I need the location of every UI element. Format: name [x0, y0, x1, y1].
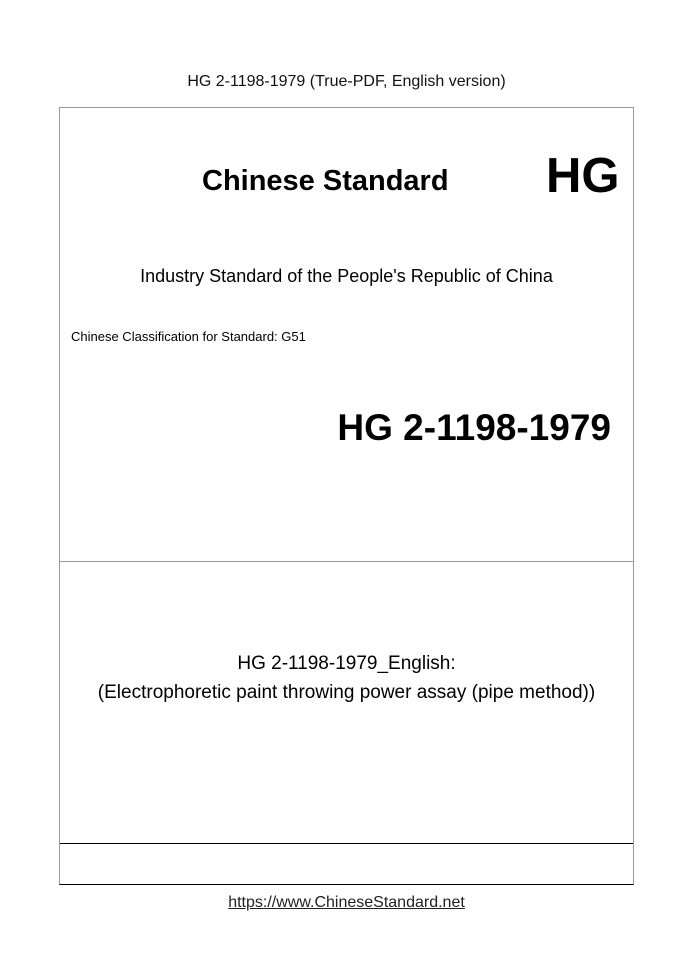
section-divider: [60, 561, 633, 562]
industry-standard-line: Industry Standard of the People's Republic of China: [140, 266, 553, 286]
document-description: (Electrophoretic paint throwing power assay (pipe method)): [97, 682, 596, 703]
document-name: HG 2-1198-1979_English:: [237, 653, 456, 674]
website-footer: [0, 893, 693, 913]
cover-frame: [59, 107, 634, 885]
standard-number: HG 2-1198-1979: [337, 407, 611, 448]
standard-code: HG: [546, 149, 620, 203]
footer-box-divider: [60, 843, 633, 844]
standard-title: Chinese Standard: [202, 165, 449, 197]
page-header: HG 2-1198-1979 (True-PDF, English version): [187, 73, 506, 90]
classification-line: Chinese Classification for Standard: G51: [71, 329, 306, 344]
website-link[interactable]: https://www.ChineseStandard.net: [228, 894, 465, 911]
